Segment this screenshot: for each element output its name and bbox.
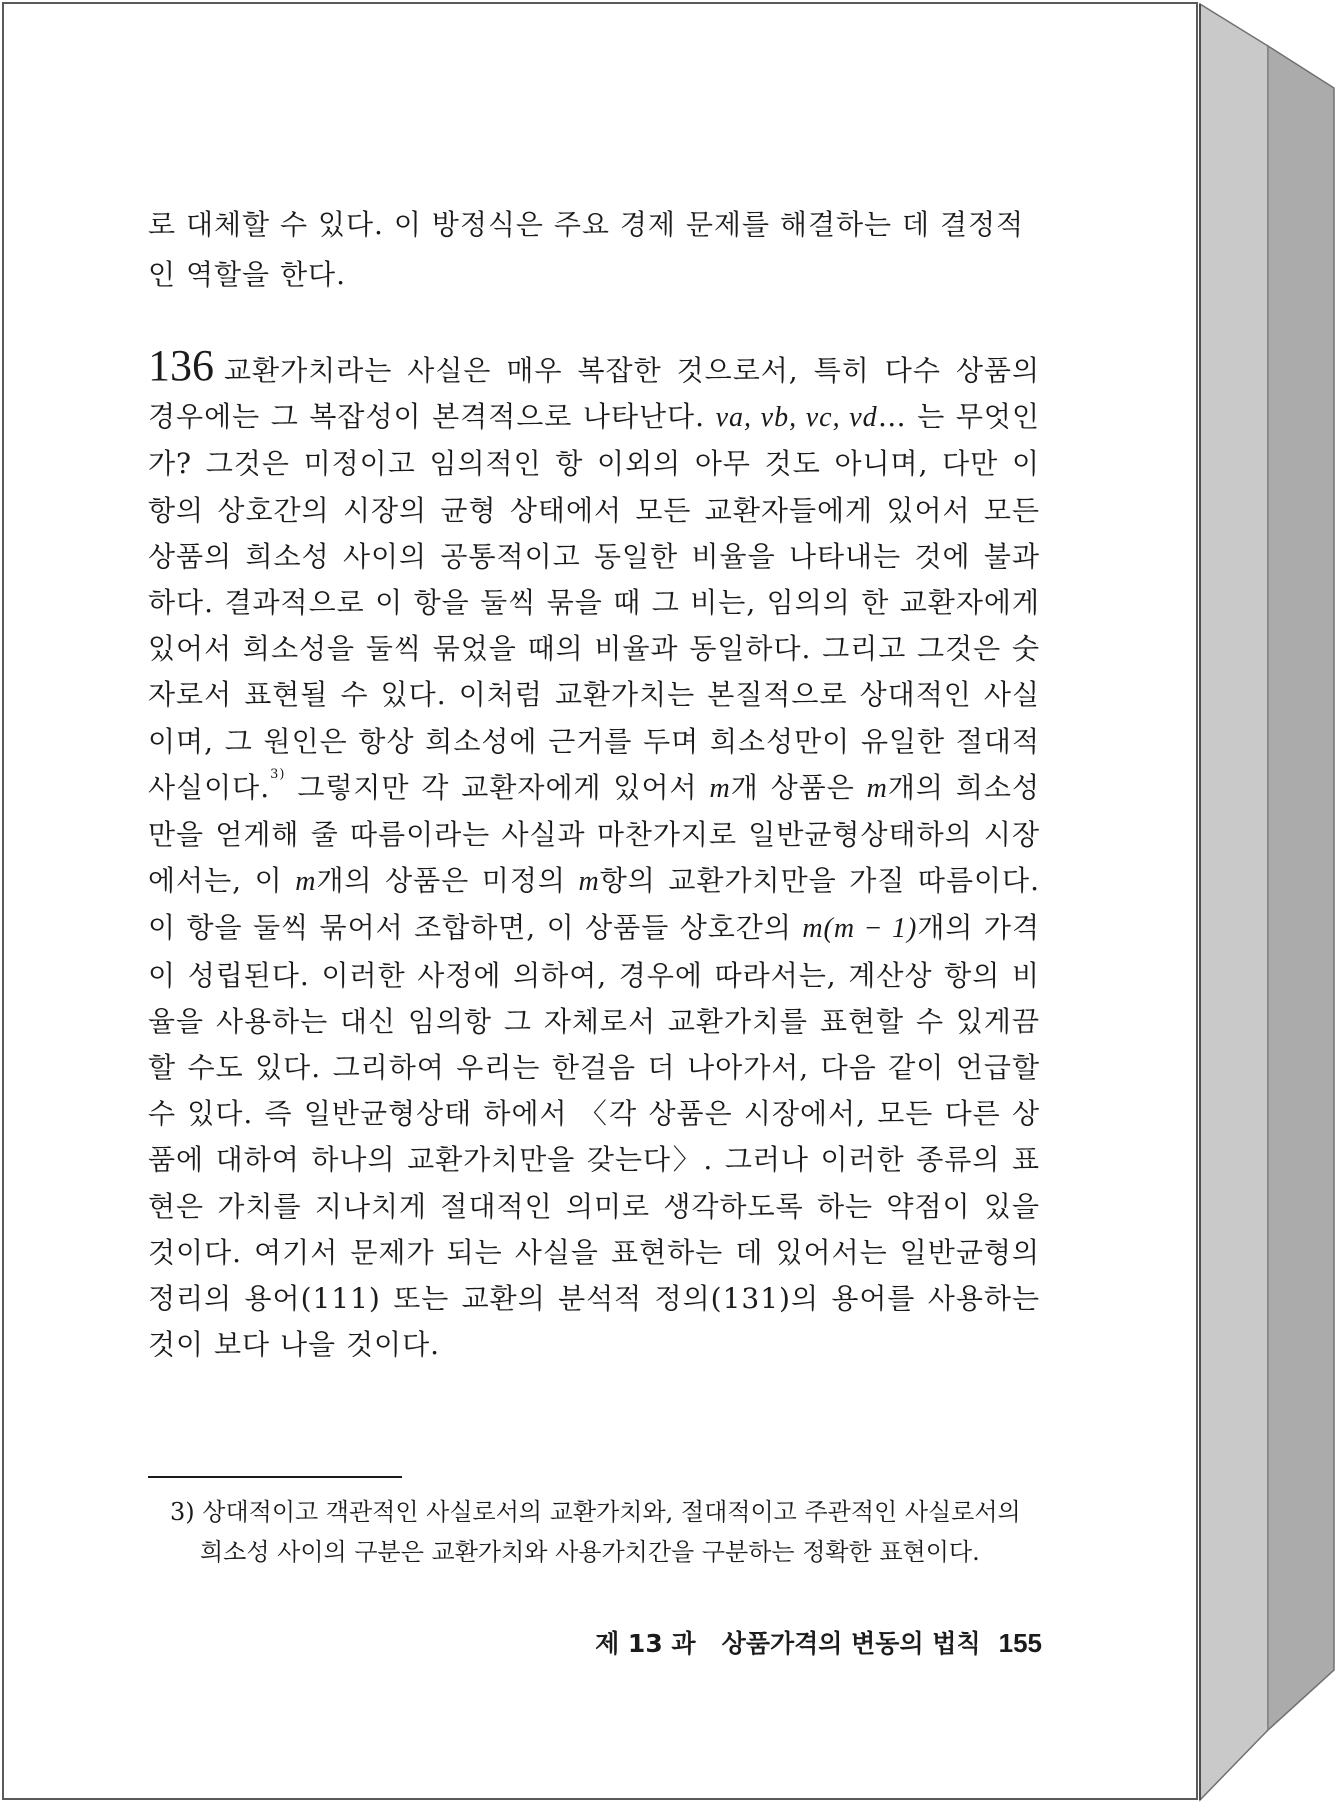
footnote-divider — [148, 1476, 402, 1478]
footnote-reference: 3) — [270, 766, 286, 782]
section-text-6: 개의 상품은 미정의 — [316, 864, 566, 898]
section-text-4: 개 상품은 — [730, 770, 855, 804]
var-m: m — [578, 866, 600, 898]
section-136-paragraph — [148, 341, 1040, 1368]
section-text-7: 항의 교환가치만을 가질 따름이다. 이 항을 둘씩 묶어서 조합하면, 이 상품들 상호간의 — [148, 864, 1040, 945]
var-m: m — [295, 866, 317, 898]
variables-v: va, vb, vc, vd — [715, 402, 878, 434]
section-number: 136 — [148, 341, 214, 390]
section-text-2: … 는 무엇인가? 그것은 미정이고 임의적인 항 이외의 아무 것도 아니며, 다만 이 항의 상호간의 시장의 균형 상태에서 모든 교환자들에게 있어서 모든 상품의 희소성 사이의 공통적이고 동일한 비율을 나타내는 것에 불과하다. 결과적으로 이 항을 둘씩 묶을 때 그 비는, 임의의 한 교환자에게 있어서 희소성을 둘씩 묶었을 때의 비율과 동일하다. 그리고 그것은 숫자로서 표현될 수 있다. 이처럼 교환가치는 본질적으로 상대적인 사실이며, 그 원인은 항상 희소성에 근거를 두며 희소성만이 유일한 절대적 사실이다. — [148, 400, 1040, 804]
var-m: m — [866, 772, 888, 804]
section-text-3: 그렇지만 각 교환자에게 있어서 — [297, 770, 698, 804]
chapter-title: 제 13 과 상품가격의 변동의 법칙 — [595, 1629, 981, 1658]
footnote-3: 3) 상대적이고 객관적인 사실로서의 교환가치와, 절대적이고 주관적인 사실로서의 희소성 사이의 구분은 교환가치와 사용가치간을 구분하는 정확한 표현이다. — [170, 1498, 1021, 1566]
section-text-8: 개의 가격이 성립된다. 이러한 사정에 의하여, 경우에 따라서는, 계산상 항의 비율을 사용하는 대신 임의항 그 자체로서 교환가치를 표현할 수 있게끔 할 수도 있다. 그리하여 우리는 한걸음 더 나아가서, 다음 같이 언급할 수 있다. 즉 일반균형상태 하에서 〈각 상품은 시장에서, 모든 다른 상품에 대하여 하나의 교환가치만을 갖는다〉. 그러나 이러한 종류의 표현은 가치를 지나치게 절대적인 의미로 생각하도록 하는 약점이 있을 것이다. 여기서 문제가 되는 사실을 표현하는 데 있어서는 일반균형의 정리의 용어(111) 또는 교환의 분석적 정의(131)의 용어를 사용하는 것이 보다 나을 것이다. — [148, 911, 1040, 1362]
section-text-1: 교환가치라는 사실은 매우 복잡한 것으로서, 특히 다수 상품의 경우에는 그 복잡성이 본격적으로 나타난다. — [148, 354, 1040, 434]
intro-paragraph: 로 대체할 수 있다. 이 방정식은 주요 경제 문제를 해결하는 데 결정적인 역할을 한다. — [148, 208, 1025, 291]
section-text-5: 개의 희소성만을 얻게해 줄 따름이라는 사실과 마찬가지로 일반균형상태하의 시장에서는, 이 — [148, 770, 1040, 898]
var-m: m — [709, 772, 731, 804]
formula-m-m-minus-1: m(m − 1) — [802, 913, 918, 945]
running-footer — [595, 1624, 1042, 1660]
page-number: 155 — [998, 1628, 1042, 1658]
